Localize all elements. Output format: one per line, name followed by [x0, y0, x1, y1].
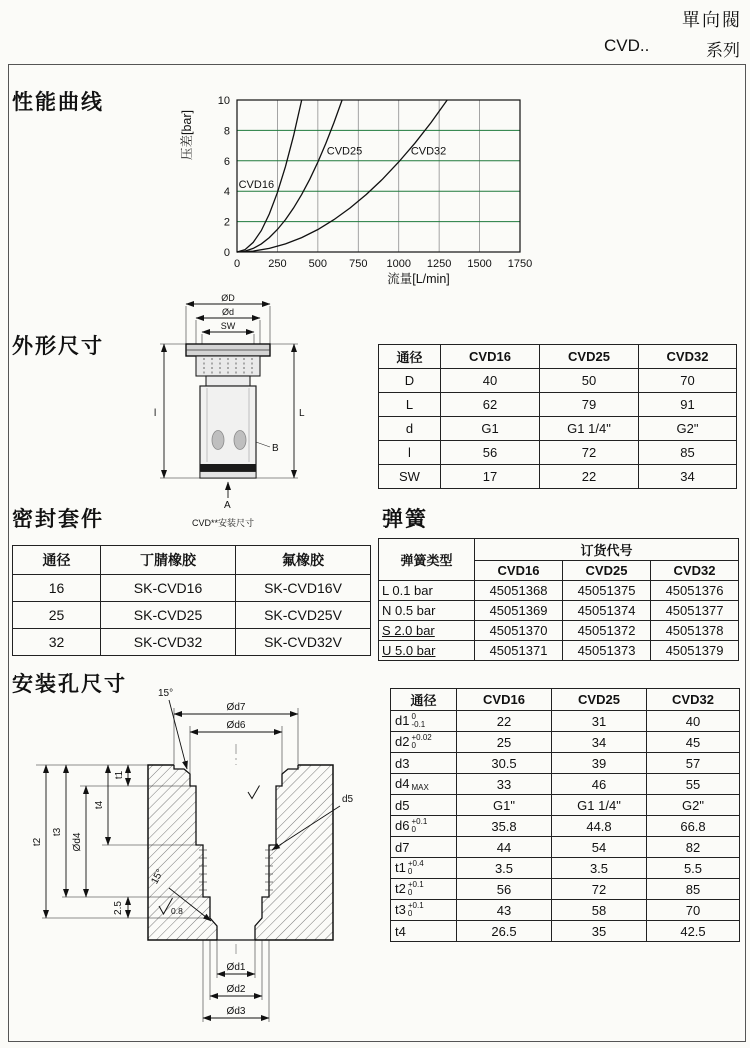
table-row [13, 602, 371, 629]
dim-label-t4: t4 [94, 800, 105, 810]
port-hole [234, 431, 246, 450]
cell-value: 58 [552, 900, 647, 921]
cell-value: 34 [639, 465, 737, 489]
column-header: CVD32 [651, 561, 739, 581]
table-row [391, 837, 740, 858]
header-row [13, 546, 371, 575]
port-hole [212, 431, 224, 450]
dim-label-l: l [154, 408, 157, 419]
x-tick-label: 1750 [507, 258, 533, 270]
dim-t3 [52, 765, 66, 897]
order-code: 45051368 [475, 581, 563, 601]
table-row [391, 774, 740, 795]
column-header: 通径 [379, 345, 441, 369]
header-row [379, 539, 739, 561]
curve-label: CVD16 [238, 179, 275, 192]
row-label: d7 [391, 837, 457, 858]
angle-callout-top [158, 688, 187, 769]
cell-value: 39 [552, 753, 647, 774]
order-code: 45051375 [563, 581, 651, 601]
cell-value: SK-CVD16V [236, 575, 371, 602]
section-title-mounting: 安装孔尺寸 [12, 673, 127, 696]
roughness-value: 0.8 [171, 906, 183, 916]
cell-value: 50 [540, 369, 639, 393]
table-row [379, 441, 737, 465]
column-header: CVD32 [639, 345, 737, 369]
section-title-performance: 性能曲线 [12, 91, 104, 114]
cell-value: 70 [639, 369, 737, 393]
cell-value: 56 [441, 441, 540, 465]
cell-value: G1" [457, 795, 552, 816]
cell-value: G1 1/4" [540, 417, 639, 441]
order-code: 45051370 [475, 621, 563, 641]
row-label: l [379, 441, 441, 465]
x-axis-label: 流量[L/min] [387, 272, 450, 286]
table-row [379, 641, 739, 661]
y-tick-label: 6 [223, 155, 230, 168]
curve-label: CVD25 [326, 145, 363, 158]
dim-t4 [94, 765, 108, 845]
dim-label-d3: Ød3 [226, 1006, 246, 1017]
table-row [379, 393, 737, 417]
cell-value: 30.5 [457, 753, 552, 774]
dim-label-d: Ød [221, 307, 235, 317]
column-header: 氟橡胶 [236, 546, 371, 575]
outline-drawing [148, 292, 333, 542]
column-header: CVD16 [457, 689, 552, 711]
row-label: 25 [13, 602, 101, 629]
cell-value: 45 [647, 732, 740, 753]
cell-value: 3.5 [552, 858, 647, 879]
section-title-seal: 密封套件 [12, 508, 104, 531]
dim-label-SW: SW [220, 321, 236, 331]
table-row [13, 629, 371, 656]
y-tick-label: 4 [223, 186, 230, 199]
row-label: D [379, 369, 441, 393]
cell-value: 35.8 [457, 816, 552, 837]
order-code: 45051376 [651, 581, 739, 601]
cell-value: 56 [457, 879, 552, 900]
table-row [391, 858, 740, 879]
outline-dim-l [154, 344, 200, 478]
seal-kit-table [12, 545, 371, 656]
series-code: CVD.. [604, 36, 650, 55]
angle-label-mid: 15° [149, 867, 167, 887]
row-label: 16 [13, 575, 101, 602]
outline-dim-L [256, 344, 305, 478]
row-label: d6 +0.1 0 [391, 816, 457, 837]
cell-value: 40 [647, 711, 740, 732]
column-header: CVD25 [552, 689, 647, 711]
table-row [391, 879, 740, 900]
column-header: 弹簧类型 [379, 539, 475, 581]
cell-value: 62 [441, 393, 540, 417]
cell-value: 22 [457, 711, 552, 732]
section-title-spring: 弹簧 [382, 508, 428, 531]
outline-caption: CVD**安装尺寸 [192, 518, 255, 528]
cell-value: SK-CVD25V [236, 602, 371, 629]
order-code: 45051378 [651, 621, 739, 641]
cell-value: 5.5 [647, 858, 740, 879]
x-tick-label: 0 [233, 258, 241, 270]
section-title-outline: 外形尺寸 [12, 335, 104, 358]
dim-label-t3: t3 [52, 827, 63, 837]
table-row [379, 369, 737, 393]
dim-label-depth: 2.5 [113, 901, 124, 915]
column-header: 通径 [391, 689, 457, 711]
table-row [391, 816, 740, 837]
dim-label-d1: Ød1 [226, 962, 246, 973]
dim-d4 [72, 786, 86, 897]
dim-t1 [114, 765, 128, 786]
x-tick-label: 500 [308, 258, 328, 270]
curve-CVD25 [237, 100, 342, 252]
cell-value: SK-CVD16 [101, 575, 236, 602]
spring-type: N 0.5 bar [379, 601, 475, 621]
dim-t2 [32, 765, 46, 918]
cell-value: G2" [639, 417, 737, 441]
x-tick-label: 1250 [426, 258, 452, 270]
y-tick-label: 2 [223, 216, 230, 229]
curve-label: CVD32 [410, 145, 447, 158]
dim-label-d5: d5 [342, 794, 354, 805]
table-row [391, 732, 740, 753]
performance-chart [175, 80, 545, 292]
cell-value: 44.8 [552, 816, 647, 837]
cell-value: G1 1/4" [552, 795, 647, 816]
port-label-A: A [224, 500, 231, 511]
column-header: CVD16 [475, 561, 563, 581]
cell-value: 3.5 [457, 858, 552, 879]
order-code: 45051369 [475, 601, 563, 621]
table-row [379, 621, 739, 641]
row-label: d [379, 417, 441, 441]
cell-value: G2" [647, 795, 740, 816]
order-code: 45051374 [563, 601, 651, 621]
x-tick-label: 1000 [386, 258, 411, 270]
row-label: L [379, 393, 441, 417]
row-label: d2 +0.02 0 [391, 732, 457, 753]
dim-label-d4: Ød4 [72, 832, 83, 852]
x-tick-label: 250 [268, 258, 287, 270]
table-row [391, 921, 740, 942]
cell-value: 22 [540, 465, 639, 489]
cell-value: 85 [647, 879, 740, 900]
oring-band [200, 464, 256, 472]
column-header: 通径 [13, 546, 101, 575]
cell-value: 85 [639, 441, 737, 465]
y-tick-label: 8 [223, 125, 230, 138]
outline-dimensions-table [378, 344, 737, 489]
row-label: d3 [391, 753, 457, 774]
table-row [379, 465, 737, 489]
cell-value: 66.8 [647, 816, 740, 837]
cell-value: 34 [552, 732, 647, 753]
dim-d2 [210, 984, 262, 996]
order-code: 45051371 [475, 641, 563, 661]
column-header: CVD32 [647, 689, 740, 711]
row-label: t3 +0.1 0 [391, 900, 457, 921]
port-label-B: B [272, 443, 279, 454]
cell-value: 72 [552, 879, 647, 900]
spring-type: S 2.0 bar [379, 621, 475, 641]
column-header: 丁腈橡胶 [101, 546, 236, 575]
row-label: d1 0 -0.1 [391, 711, 457, 732]
dim-d3 [203, 1006, 269, 1018]
cell-value: 40 [441, 369, 540, 393]
angle-label-top: 15° [158, 688, 174, 699]
table-row [379, 417, 737, 441]
cell-value: 72 [540, 441, 639, 465]
spring-type: L 0.1 bar [379, 581, 475, 601]
plot-border [237, 100, 520, 252]
y-tick-label: 10 [217, 95, 230, 107]
valve-body-drawing [186, 344, 270, 478]
header-row [391, 689, 740, 711]
cell-value: G1 [441, 417, 540, 441]
table-row [391, 795, 740, 816]
cell-value: 57 [647, 753, 740, 774]
dim-label-t2: t2 [32, 837, 43, 847]
cell-value: 33 [457, 774, 552, 795]
spring-order-table [378, 538, 739, 661]
y-axis-label: 压差[bar] [180, 109, 194, 160]
dim-label-D: ØD [221, 293, 235, 303]
dim-d7 [174, 702, 298, 765]
order-code: 45051379 [651, 641, 739, 661]
header-row [379, 345, 737, 369]
doc-title: 單向閥 [682, 10, 742, 30]
outline-dim-D [186, 293, 270, 344]
cell-value: 46 [552, 774, 647, 795]
table-row [391, 753, 740, 774]
order-code: 45051372 [563, 621, 651, 641]
dim-label-d7: Ød7 [226, 702, 246, 713]
cell-value: 31 [552, 711, 647, 732]
cell-value: 26.5 [457, 921, 552, 942]
column-header: CVD16 [441, 345, 540, 369]
cell-value: 25 [457, 732, 552, 753]
column-header: CVD25 [563, 561, 651, 581]
cell-value: SK-CVD32V [236, 629, 371, 656]
dim-label-t1: t1 [114, 770, 125, 780]
order-code: 45051377 [651, 601, 739, 621]
cell-value: 79 [540, 393, 639, 417]
table-row [379, 601, 739, 621]
table-row [13, 575, 371, 602]
cell-value: 54 [552, 837, 647, 858]
dim-label-d2: Ød2 [226, 984, 246, 995]
dim-depth-2-5 [113, 897, 128, 918]
order-code: 45051373 [563, 641, 651, 661]
curve-CVD16 [237, 100, 302, 252]
cell-value: 42.5 [647, 921, 740, 942]
table-row [379, 581, 739, 601]
row-label: d4 MAX [391, 774, 457, 795]
cell-value: SK-CVD25 [101, 602, 236, 629]
mounting-hole-drawing [8, 682, 393, 1044]
dim-d1 [217, 962, 255, 974]
row-label: t1 +0.4 0 [391, 858, 457, 879]
group-header: 订货代号 [475, 539, 739, 561]
series-line [604, 36, 740, 61]
y-tick-label: 0 [223, 247, 230, 259]
cell-value: 44 [457, 837, 552, 858]
cell-value: 70 [647, 900, 740, 921]
row-label: SW [379, 465, 441, 489]
curve-CVD32 [237, 100, 447, 252]
cell-value: 17 [441, 465, 540, 489]
spring-type: U 5.0 bar [379, 641, 475, 661]
x-tick-label: 1500 [467, 258, 492, 270]
row-label: t2 +0.1 0 [391, 879, 457, 900]
cell-value: 82 [647, 837, 740, 858]
series-label: 系列 [706, 41, 740, 60]
row-label: d5 [391, 795, 457, 816]
x-tick-label: 750 [349, 258, 368, 270]
row-label: t4 [391, 921, 457, 942]
table-row [391, 900, 740, 921]
dim-label-d6: Ød6 [226, 720, 246, 731]
cell-value: SK-CVD32 [101, 629, 236, 656]
cell-value: 91 [639, 393, 737, 417]
cell-value: 35 [552, 921, 647, 942]
cell-value: 43 [457, 900, 552, 921]
table-row [391, 711, 740, 732]
row-label: 32 [13, 629, 101, 656]
column-header: CVD25 [540, 345, 639, 369]
mounting-dimensions-table [390, 688, 740, 942]
dim-label-L: L [299, 408, 305, 419]
cell-value: 55 [647, 774, 740, 795]
